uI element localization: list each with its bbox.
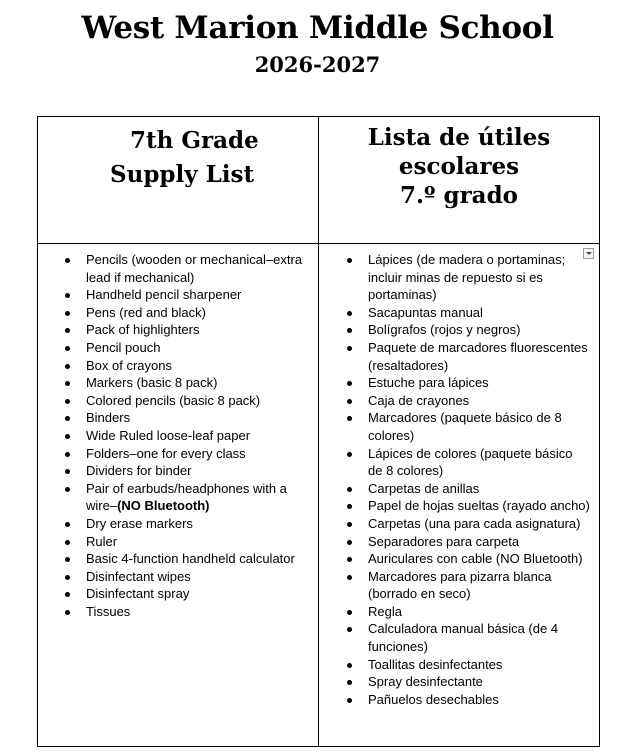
list-item: Sacapuntas manual [347,304,590,322]
list-item: Spray desinfectante [347,673,590,691]
list-item: Pencil pouch [65,339,313,357]
list-item: Estuche para lápices [347,374,590,392]
list-item: Markers (basic 8 pack) [65,374,313,392]
list-item: Basic 4-function handheld calculator [65,550,313,568]
list-item: Binders [65,409,313,427]
list-item: Handheld pencil sharpener [65,286,313,304]
list-item: Papel de hojas sueltas (rayado ancho) [347,497,590,515]
list-item: Pencils (wooden or mechanical–extra lead if mechanical) [65,251,313,286]
list-item: Box of crayons [65,357,313,375]
list-item: Lápices (de madera o portaminas; incluir minas de repuesto si es portaminas) [347,251,590,304]
list-item [65,480,313,515]
list-item: Carpetas (una para cada asignatura) [347,515,590,533]
supply-list-table [37,116,600,747]
list-item: Dry erase markers [65,515,313,533]
list-item: Calculadora manual básica (de 4 funciones) [347,620,590,655]
page-title: West Marion Middle School [81,10,554,46]
list-item: Pack of highlighters [65,321,313,339]
english-heading-line-2: Supply List [110,161,255,188]
spanish-heading-line-3: 7.º grado [399,182,519,209]
list-item: Pens (red and black) [65,304,313,322]
list-item: Marcadores (paquete básico de 8 colores) [347,409,590,444]
spanish-heading-line-2: escolares [398,153,520,180]
spanish-column-heading [319,123,599,210]
spanish-heading-line-1: Lista de útiles [367,124,551,151]
list-item: Regla [347,603,590,621]
english-heading-line-1: 7th Grade [130,127,259,154]
list-item: Toallitas desinfectantes [347,656,590,674]
list-item: Disinfectant spray [65,585,313,603]
list-item: Paquete de marcadores fluorescentes (resaltadores) [347,339,590,374]
header-divider [38,243,599,244]
english-supply-list [65,251,313,620]
no-bluetooth-emphasis: (NO Bluetooth) [117,498,210,514]
list-item: Colored pencils (basic 8 pack) [65,392,313,410]
list-item: Carpetas de anillas [347,480,590,498]
list-item: Auriculares con cable (NO Bluetooth) [347,550,590,568]
list-item: Caja de crayones [347,392,590,410]
school-year: 2026-2027 [254,52,381,77]
list-item: Tissues [65,603,313,621]
list-item: Wide Ruled loose-leaf paper [65,427,313,445]
earbuds-item-text: Pair of earbuds/headphones with a wire– [86,480,287,514]
list-item: Disinfectant wipes [65,568,313,586]
list-item: Separadores para carpeta [347,533,590,551]
list-item: Marcadores para pizarra blanca (borrado en seco) [347,568,590,603]
list-item: Ruler [65,533,313,551]
column-divider [318,117,319,746]
list-item: Bolígrafos (rojos y negros) [347,321,590,339]
list-item: Dividers for binder [65,462,313,480]
list-item: Pañuelos desechables [347,691,590,709]
list-item: Lápices de colores (paquete básico de 8 colores) [347,445,590,480]
spanish-supply-list [347,251,590,708]
list-item: Folders–one for every class [65,445,313,463]
